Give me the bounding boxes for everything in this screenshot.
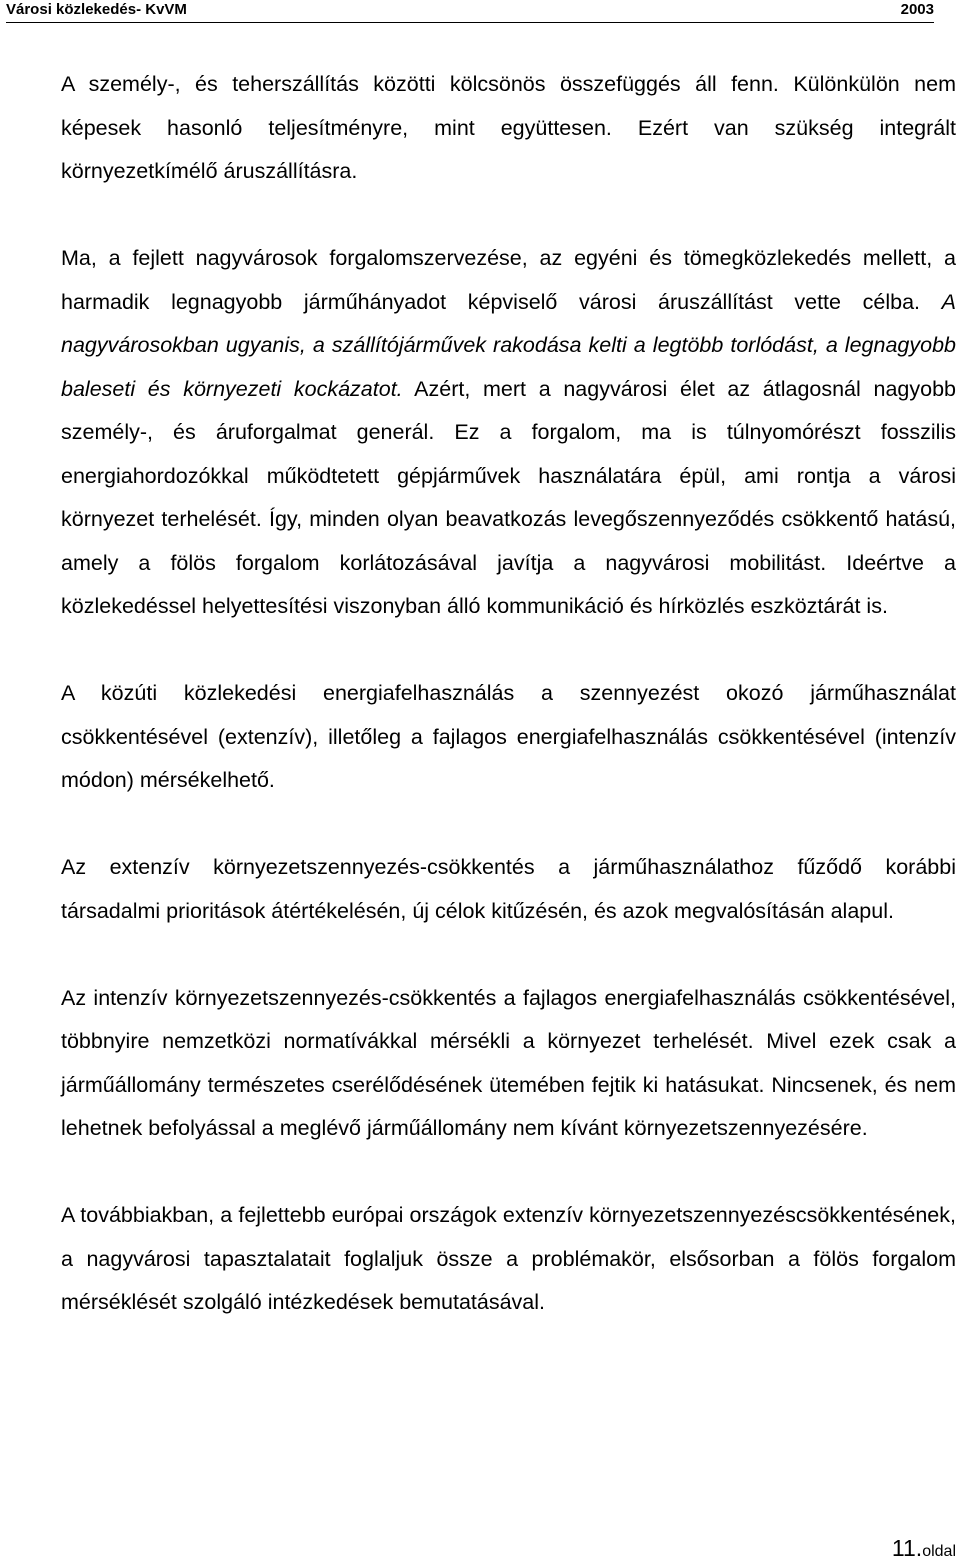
paragraph-1: A személy-, és teherszállítás közötti kölcsönös összefüggés áll fenn. Különkülön nem képesek hasonló teljesítményre, mint együttesen. Ezért van szükség integrált környezetkímélő áruszállításra. [61,72,956,183]
paragraph-2-intro: Ma, a fejlett nagyvárosok forgalomszervezése, az egyéni és tömegközlekedés mellett, a harmadik legnagyobb járműhányadot képviselő városi áruszállítást vette célba. [61,246,956,314]
header-title: Városi közlekedés- KvVM [6,1,187,18]
page-header [6,0,934,23]
page-number-suffix: oldal [922,1543,956,1560]
paragraph-2-rest: Azért, mert a nagyvárosi élet az átlagosnál nagyobb személy-, és áruforgalmat generál. Ez a forgalom, ma is túlnyomórészt fosszilis energiahordozókkal működtetett gépjárművek használatára épül, ami rontja a városi környezet terhelését. Így, minden olyan beavatkozás levegőszennyeződés csökkentő hatású, amely a fölös forgalom korlátozásával javítja a nagyvárosi mobilitást. Ideértve a közlekedéssel helyettesítési viszonyban álló kommunikáció és hírközlés eszköztárát is. [61,376,956,618]
paragraph-4: Az extenzív környezetszennyezés-csökkentés a járműhasználathoz fűződő korábbi társadalmi prioritások átértékelésén, új célok kitűzésén, és azok megvalósításán alapul. [61,855,956,923]
paragraph-3: A közúti közlekedési energiafelhasználás a szennyezést okozó járműhasználat csökkentésével (extenzív), illetőleg a fajlagos energiafelhasználás csökkentésével (intenzív módon) mérsékelhető. [61,681,956,792]
paragraph-2-emphasis: A nagyvárosokban ugyanis, a szállítójárművek rakodása kelti a legtöbb torlódást, a legnagyobb baleseti és környezeti kockázatot. [61,289,956,401]
document-body [61,63,956,1325]
paragraph-5: Az intenzív környezetszennyezés-csökkentés a fajlagos energiafelhasználás csökkentésével, többnyire nemzetközi normatívákkal mérsékli a környezet terhelését. Mivel ezek csak a járműállomány természetes cserélődésének ütemében fejtik ki hatásukat. Nincsenek, és nem lehetnek befolyással a meglévő járműállomány nem kívánt környezetszennyezésére. [61,985,956,1140]
paragraph-2 [61,237,956,629]
header-year: 2003 [900,1,934,18]
paragraph-6: A továbbiakban, a fejlettebb európai országok extenzív környezetszennyezéscsökkentésének, a nagyvárosi tapasztalatait foglaljuk össze a problémakör, elsősorban a fölös forgalom mérséklését szolgáló intézkedések bemutatásával. [61,1203,956,1314]
page-footer [892,1536,956,1564]
page-number: 11. [891,1535,923,1561]
